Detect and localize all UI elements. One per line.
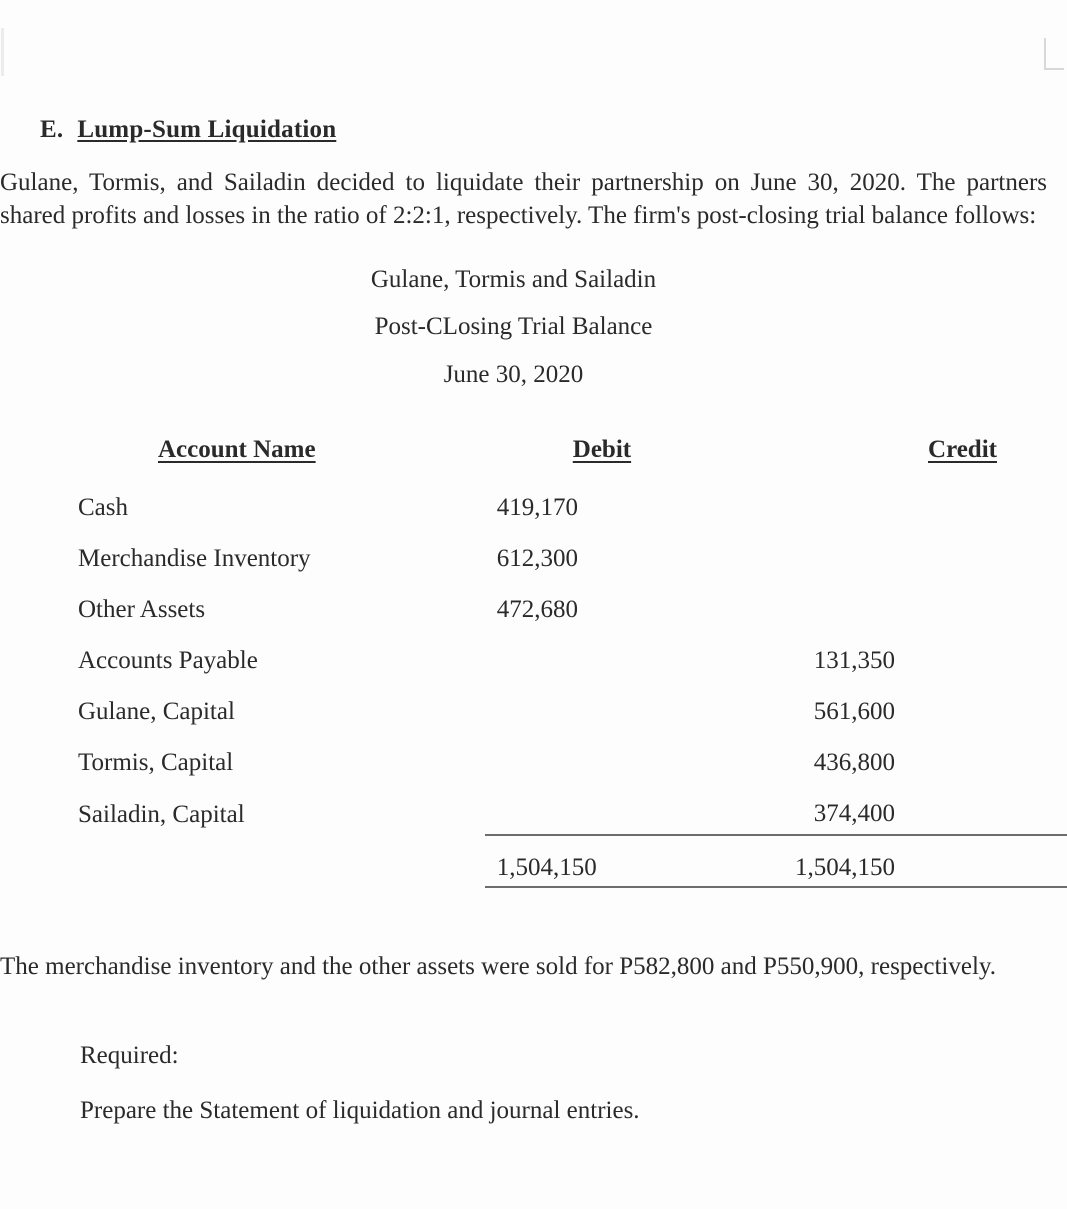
account-name-cell: Accounts Payable — [78, 647, 258, 674]
column-header-account-name: Account Name — [158, 436, 316, 463]
statement-title-block — [0, 232, 1067, 399]
debit-cell: 419,170 — [496, 494, 579, 521]
section-heading — [0, 0, 1067, 144]
credit-cell — [716, 494, 1067, 545]
credit-cell — [716, 545, 1067, 596]
trial-balance-table — [0, 436, 1067, 888]
credit-cell: 374,400 — [716, 800, 1067, 835]
totals-label-cell — [0, 835, 485, 887]
debit-cell — [485, 698, 716, 749]
table-totals-row — [0, 835, 1067, 887]
credit-cell: 436,800 — [813, 749, 895, 776]
account-name-cell: Sailadin, Capital — [78, 801, 245, 828]
credit-cell: 561,600 — [813, 698, 895, 725]
account-name-cell: Tormis, Capital — [78, 749, 234, 776]
table-row — [0, 800, 1067, 835]
intro-paragraph: Gulane, Tormis, and Sailadin decided to liquidate their partnership on June 30, 2020. The partners shared profits and losses in the ratio of 2:2:1, respectively. The firm's post-closing trial balance follows: — [0, 168, 1047, 229]
table-row — [0, 749, 1067, 800]
table-row — [0, 596, 1067, 647]
required-block — [0, 983, 1067, 1123]
table-header-row — [0, 436, 1067, 494]
totals-debit-cell: 1,504,150 — [485, 835, 716, 887]
table-body — [0, 494, 1067, 887]
account-name-cell: Gulane, Capital — [78, 698, 235, 725]
account-name-cell: Cash — [78, 494, 128, 521]
credit-cell: 131,350 — [813, 647, 895, 674]
table-row — [0, 647, 1067, 698]
required-label: Required: — [80, 1042, 179, 1069]
statement-title-report: Post-CLosing Trial Balance — [374, 313, 653, 340]
account-name-cell: Merchandise Inventory — [78, 545, 311, 572]
debit-cell — [485, 800, 716, 835]
table-row — [0, 494, 1067, 545]
statement-title-date: June 30, 2020 — [443, 360, 584, 388]
debit-cell: 612,300 — [496, 545, 579, 572]
column-header-credit: Credit — [928, 436, 997, 463]
statement-title-company: Gulane, Tormis and Sailadin — [370, 265, 657, 293]
credit-cell — [716, 596, 1067, 647]
table-row — [0, 545, 1067, 596]
debit-cell: 472,680 — [496, 596, 579, 623]
table-row — [0, 698, 1067, 749]
column-header-debit: Debit — [572, 436, 632, 463]
section-title: Lump-Sum Liquidation — [77, 116, 337, 143]
required-task: Prepare the Statement of liquidation and journal entries. — [80, 1097, 640, 1124]
section-letter: E. — [40, 116, 64, 143]
closing-paragraph: The merchandise inventory and the other assets were sold for P582,800 and P550,900, respectively. — [0, 953, 997, 980]
debit-cell — [485, 647, 716, 698]
account-name-cell: Other Assets — [78, 596, 206, 623]
totals-credit-cell: 1,504,150 — [716, 835, 1067, 887]
table-header — [0, 436, 1067, 494]
debit-cell — [485, 749, 716, 800]
